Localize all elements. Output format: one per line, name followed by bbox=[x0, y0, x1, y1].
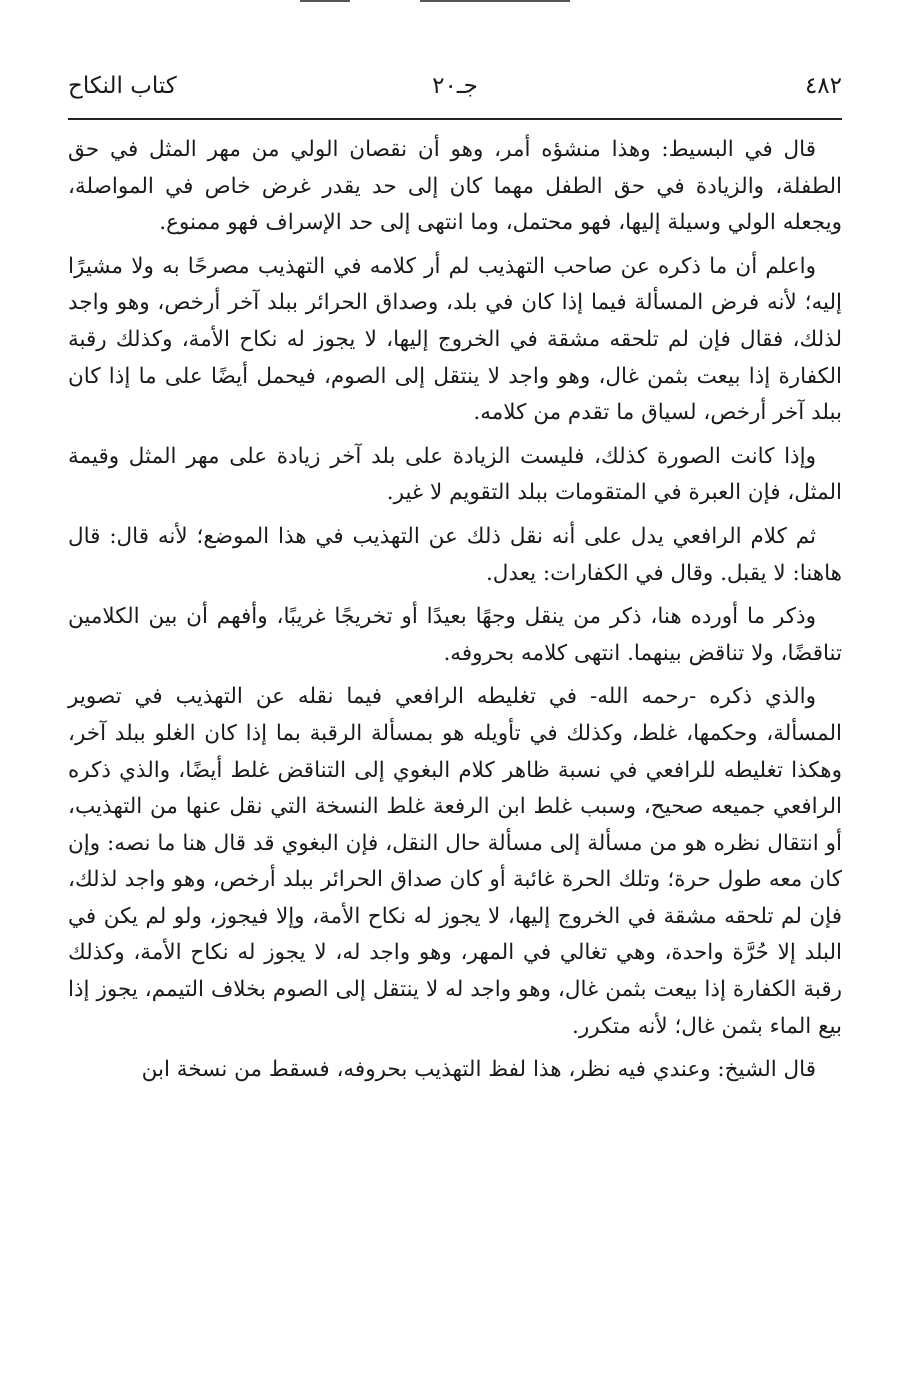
paragraph: قال في البسيط: وهذا منشؤه أمر، وهو أن نقصان الولي من مهر المثل في حق الطفلة، والزيادة في حق الطفل مهما كان إلى حد يقدر غرض خاص في المواصلة، ويجعله الولي وسيلة إليها، فهو محتمل، وما انتهى إلى حد الإسراف فهو ممنوع. bbox=[68, 137, 842, 236]
header-rule bbox=[68, 118, 842, 120]
volume-number: جـ٢٠ bbox=[432, 73, 478, 99]
page-number: ٤٨٢ bbox=[804, 73, 842, 99]
page-body bbox=[68, 132, 842, 1096]
paragraph: قال الشيخ: وعندي فيه نظر، هذا لفظ التهذيب بحروفه، فسقط من نسخة ابن bbox=[141, 1057, 816, 1083]
paragraph: وذكر ما أورده هنا، ذكر من ينقل وجهًا بعيدًا أو تخريجًا غريبًا، وأفهم أن بين الكلامين تناقضًا، ولا تناقض بينهما. انتهى كلامه بحروفه. bbox=[68, 604, 842, 666]
paragraph: ثم كلام الرافعي يدل على أنه نقل ذلك عن التهذيب في هذا الموضع؛ لأنه قال: قال هاهنا: لا يقبل. وقال في الكفارات: يعدل. bbox=[68, 523, 842, 586]
paragraph: واعلم أن ما ذكره عن صاحب التهذيب لم أر كلامه في التهذيب مصرحًا به ولا مشيرًا إليه؛ لأنه فرض المسألة فيما إذا كان في بلد، وصداق الحرائر ببلد آخر أرخص، وهو واجد لذلك، فقال فإن لم تلحقه مشقة في الخروج إليها، لا يجوز له نكاح الأمة، وكذلك رقبة الكفارة إذا بيعت بثمن غال، وهو واجد لا ينتقل إلى الصوم، فيحمل أيضًا على ما إذا كان ببلد آخر أرخص، لسياق ما تقدم من كلامه. bbox=[68, 253, 842, 426]
book-title: كتاب النكاح bbox=[68, 73, 177, 99]
paragraph: وإذا كانت الصورة كذلك، فليست الزيادة على بلد آخر زيادة على مهر المثل وقيمة المثل، فإن العبرة في المتقومات ببلد التقويم لا غير. bbox=[68, 443, 842, 506]
running-header bbox=[68, 68, 842, 108]
scan-edge-mark bbox=[420, 0, 570, 2]
paragraph: والذي ذكره -رحمه الله- في تغليطه الرافعي فيما نقله عن التهذيب في تصوير المسألة، وحكمها، غلط، وكذلك في تأويله هو بمسألة الرقبة بما إذا كان الغلو ببلد آخر، وهكذا تغليطه للرافعي في نسبة ظاهر كلام البغوي إلى التناقض غلط أيضًا، والذي ذكره الرافعي جميعه صحيح، وسبب غلط ابن الرفعة غلط النسخة التي نقل عنها من التهذيب، أو انتقال نظره هو من مسألة إلى مسألة حال النقل، فإن البغوي قد قال هنا ما نصه: وإن كان معه طول حرة؛ وتلك الحرة غائبة أو كان صداق الحرائر ببلد أرخص، وهو واجد لذلك، فإن لم تلحقه مشقة في الخروج إليها، لا يجوز له نكاح الأمة، وإلا فيجوز، ولو لم يكن في البلد إلا حُرَّة واحدة، وهي تغالي في المهر، وهو واجد له، لا يجوز له نكاح الأمة، وكذلك رقبة الكفارة إذا بيعت بثمن غال، وهو واجد له لا ينتقل إلى الصوم بخلاف التيمم، يجوز إذا بيع الماء بثمن غال؛ لأنه متكرر. bbox=[68, 684, 842, 1039]
scan-edge-mark bbox=[300, 0, 350, 2]
